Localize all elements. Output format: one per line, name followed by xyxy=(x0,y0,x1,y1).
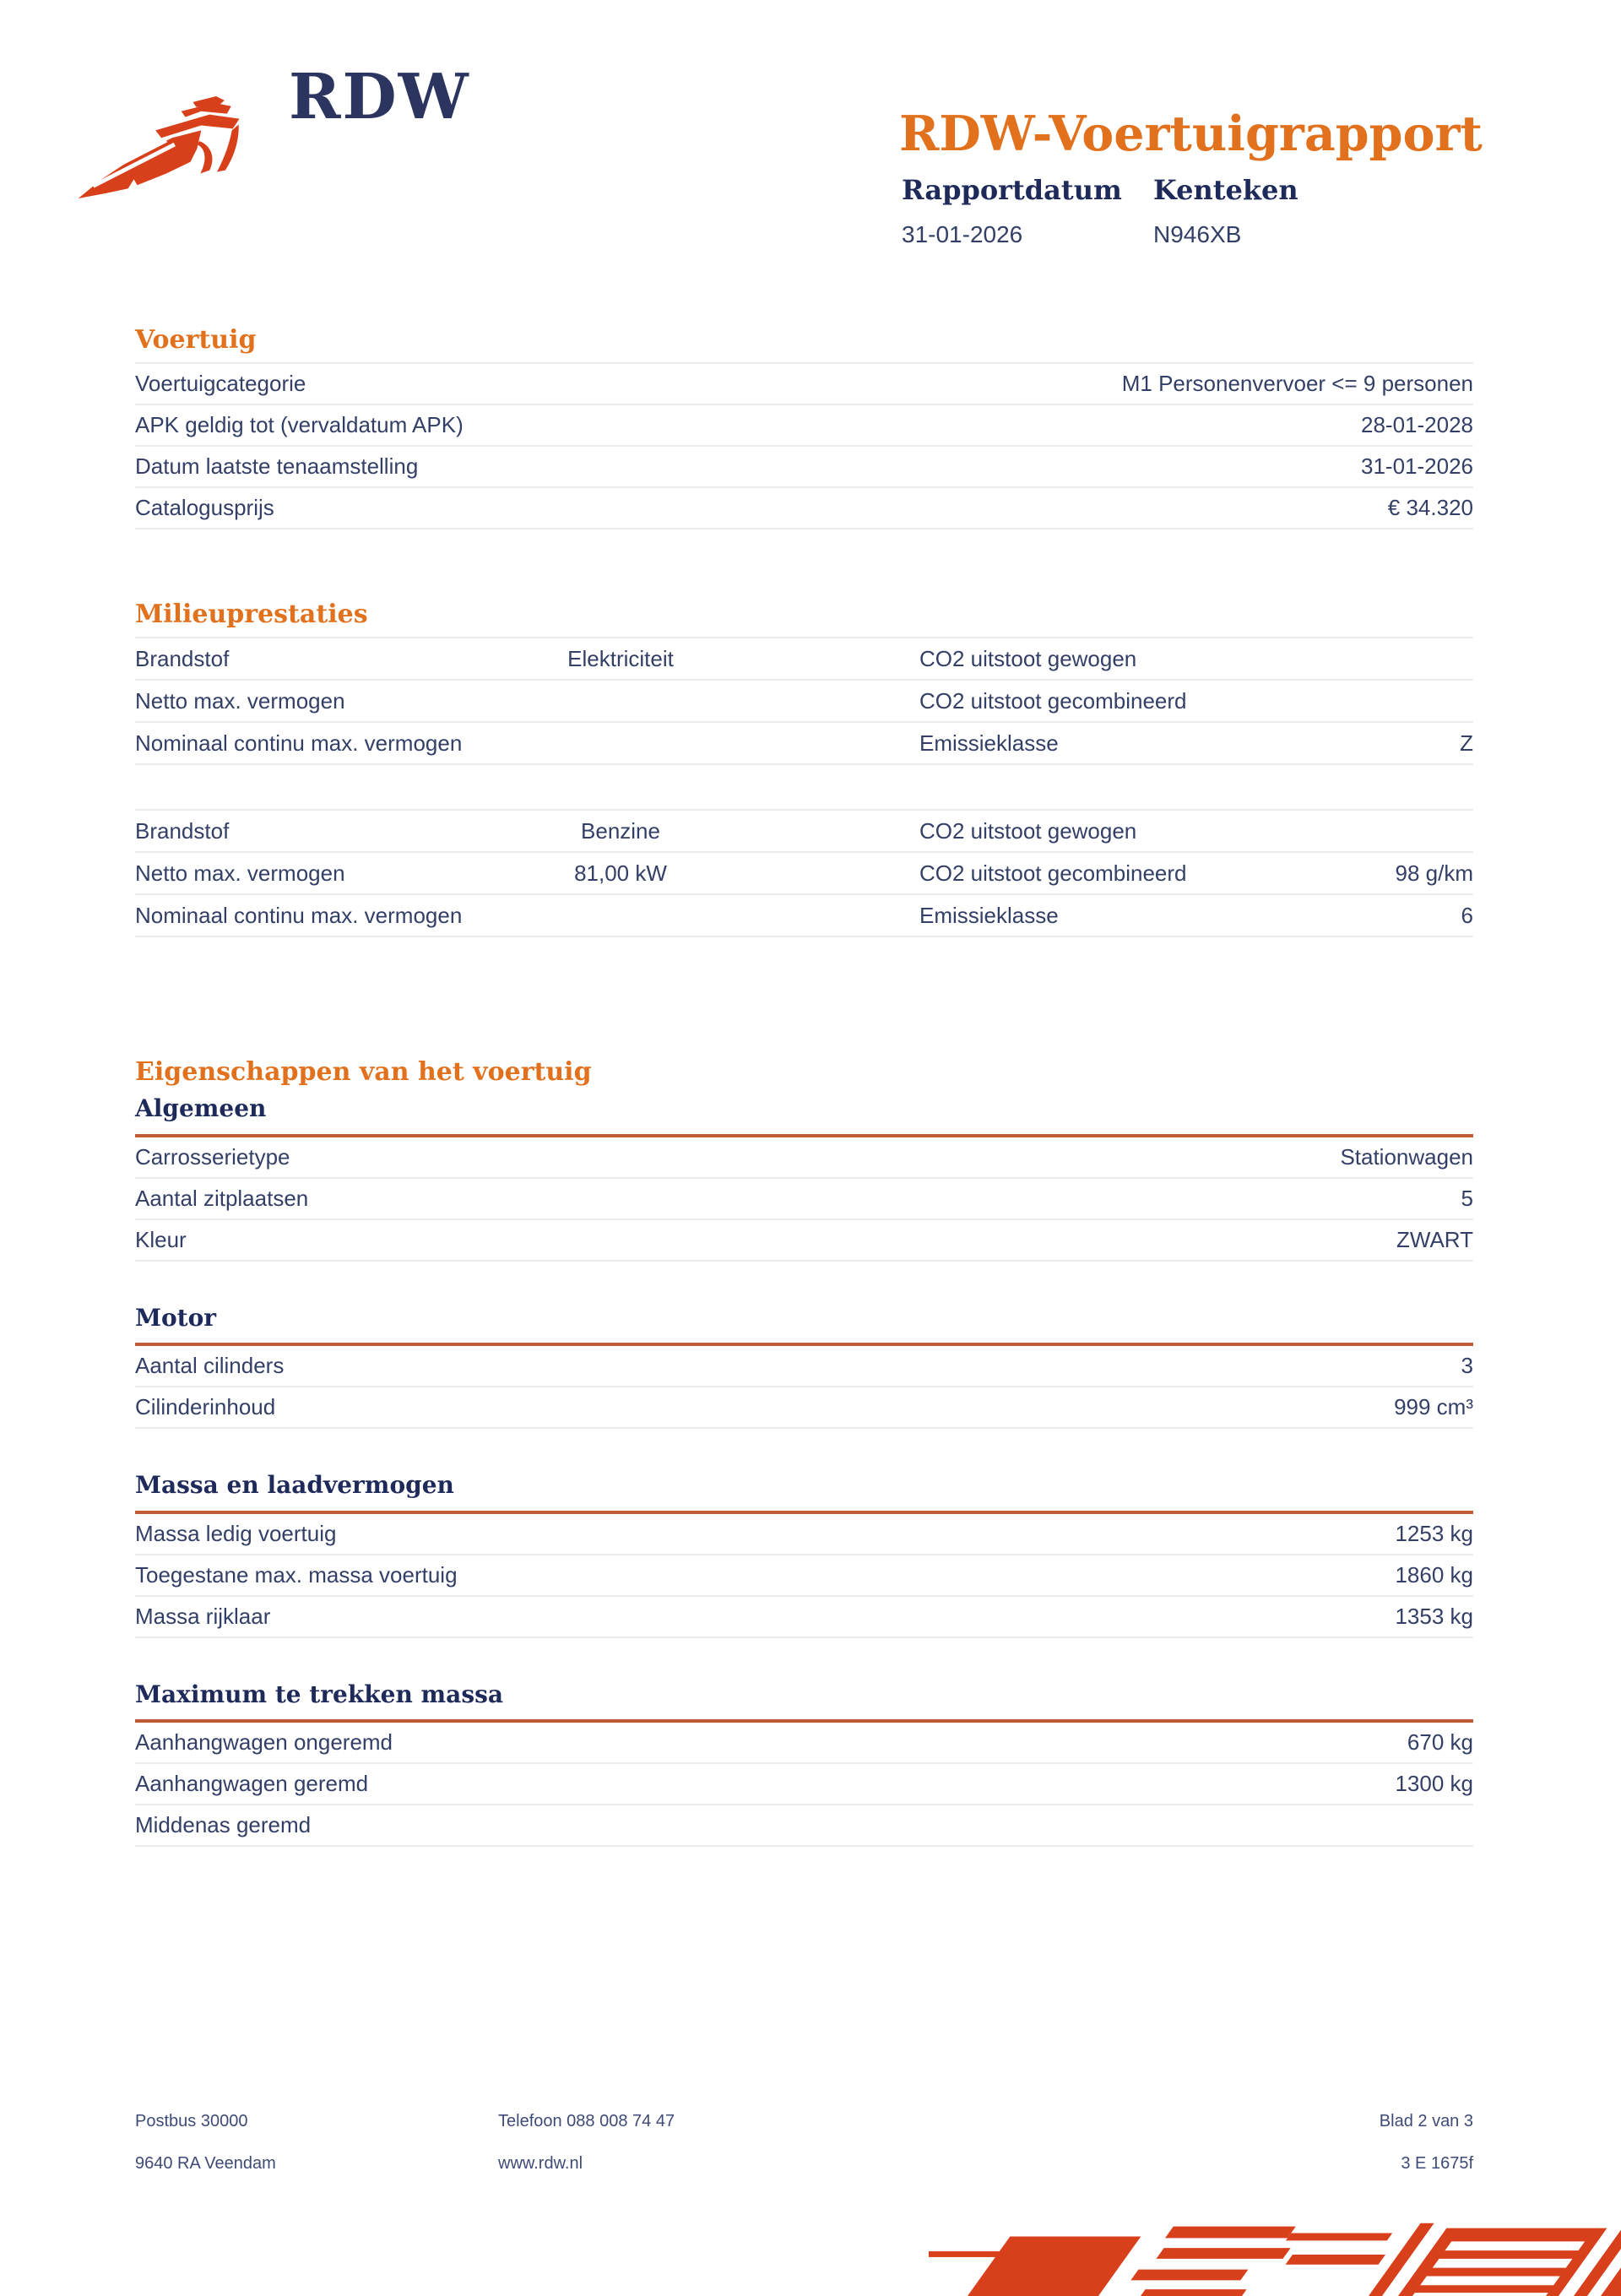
row-label: Carrosserietype xyxy=(135,1143,290,1170)
row-value: 1300 kg xyxy=(1395,1771,1473,1797)
row-label: Aanhangwagen geremd xyxy=(135,1771,369,1797)
subsection-algemeen xyxy=(135,1094,1473,1262)
row-value: 31-01-2026 xyxy=(1361,453,1473,479)
report-date-block xyxy=(902,174,1153,248)
row-label: Brandstof xyxy=(135,817,230,844)
table-row xyxy=(135,895,1473,937)
row-value: 3 xyxy=(1461,1353,1473,1379)
voertuig-table xyxy=(135,362,1473,529)
footer-page-indicator: Blad 2 van 3 xyxy=(1379,2112,1473,2130)
row-label: Massa ledig voertuig xyxy=(135,1520,337,1546)
row-label: Kleur xyxy=(135,1226,187,1252)
subsection-heading-massa: Massa en laadvermogen xyxy=(135,1471,1473,1514)
table-row xyxy=(135,1514,1473,1555)
report-date-value: 31-01-2026 xyxy=(902,221,1023,247)
table-row xyxy=(135,1179,1473,1220)
row-value: Benzine xyxy=(581,817,660,844)
row-label: APK geldig tot (vervaldatum APK) xyxy=(135,412,464,437)
row-label: Cilinderinhoud xyxy=(135,1394,276,1420)
massa-table xyxy=(135,1514,1473,1638)
row-label: Toegestane max. massa voertuig xyxy=(135,1561,458,1588)
row-value: 1253 kg xyxy=(1395,1520,1473,1546)
row-label: Aantal zitplaatsen xyxy=(135,1185,309,1211)
subsection-motor xyxy=(135,1304,1473,1430)
row-label: Massa rijklaar xyxy=(135,1603,271,1629)
row-label: Datum laatste tenaamstelling xyxy=(135,453,419,479)
row-label: CO2 uitstoot gewogen xyxy=(919,645,1137,671)
row-label: CO2 uitstoot gewogen xyxy=(919,817,1137,844)
footer-phone: Telefoon 088 008 74 47 xyxy=(498,2112,675,2130)
footer-address xyxy=(135,2111,276,2196)
table-row xyxy=(135,447,1473,488)
table-row xyxy=(135,637,1473,681)
table-row xyxy=(135,405,1473,447)
row-value: 6 xyxy=(1461,902,1473,928)
table-row xyxy=(135,1387,1473,1429)
row-label: CO2 uitstoot gecombineerd xyxy=(919,860,1187,886)
row-value: 98 g/km xyxy=(1395,860,1473,886)
table-row xyxy=(135,488,1473,529)
table-row xyxy=(135,1555,1473,1597)
row-value: € 34.320 xyxy=(1387,495,1473,520)
table-row xyxy=(135,1137,1473,1179)
milieu-table-elektriciteit xyxy=(135,637,1473,765)
table-row xyxy=(135,1723,1473,1764)
row-value: 1353 kg xyxy=(1395,1603,1473,1629)
section-heading-voertuig: Voertuig xyxy=(135,325,257,355)
motor-table xyxy=(135,1346,1473,1429)
table-row xyxy=(135,723,1473,765)
row-value: 670 kg xyxy=(1407,1729,1473,1756)
row-value: M1 Personenvervoer <= 9 personen xyxy=(1121,371,1473,396)
table-row xyxy=(135,853,1473,895)
row-label: Nominaal continu max. vermogen xyxy=(135,730,463,756)
subsection-heading-algemeen: Algemeen xyxy=(135,1094,1473,1137)
footer-page-info xyxy=(1380,2111,1473,2196)
section-milieuprestaties xyxy=(135,600,1473,937)
report-title: RDW-Voertuigrapport xyxy=(899,106,1483,163)
license-plate-value: N946XB xyxy=(1153,221,1242,247)
row-value: 5 xyxy=(1461,1185,1473,1211)
row-value: Z xyxy=(1460,730,1473,756)
license-plate-block xyxy=(1153,174,1405,248)
row-label: Netto max. vermogen xyxy=(135,687,345,714)
report-date-label: Rapportdatum xyxy=(902,174,1122,206)
speed-lines-graphic xyxy=(929,2213,1621,2296)
row-label: Catalogusprijs xyxy=(135,495,274,520)
section-voertuig xyxy=(135,325,1473,529)
subsection-trekken-massa xyxy=(135,1680,1473,1848)
row-label: Netto max. vermogen xyxy=(135,860,345,886)
row-value: ZWART xyxy=(1396,1226,1473,1252)
row-label: Aanhangwagen ongeremd xyxy=(135,1729,393,1756)
table-row xyxy=(135,681,1473,723)
row-value: 999 cm³ xyxy=(1394,1394,1473,1420)
subsection-massa xyxy=(135,1471,1473,1638)
table-row xyxy=(135,809,1473,853)
table-row xyxy=(135,1220,1473,1262)
table-row xyxy=(135,1597,1473,1638)
section-heading-milieuprestaties: Milieuprestaties xyxy=(135,600,368,629)
rdw-feather-logo-icon xyxy=(74,96,255,201)
report-meta xyxy=(902,174,1405,248)
row-value: 81,00 kW xyxy=(574,860,667,886)
footer-contact xyxy=(498,2111,675,2196)
row-label: Nominaal continu max. vermogen xyxy=(135,902,463,928)
table-row xyxy=(135,362,1473,405)
row-value: 1860 kg xyxy=(1395,1561,1473,1588)
row-label: CO2 uitstoot gecombineerd xyxy=(919,687,1187,714)
row-label: Middenas geremd xyxy=(135,1812,312,1838)
row-label: Aantal cilinders xyxy=(135,1353,285,1379)
footer-form-code: 3 E 1675f xyxy=(1401,2154,1473,2173)
subsection-heading-motor: Motor xyxy=(135,1304,1473,1347)
section-heading-eigenschappen: Eigenschappen van het voertuig xyxy=(135,1057,592,1087)
row-label: Emissieklasse xyxy=(919,902,1059,928)
algemeen-table xyxy=(135,1137,1473,1262)
table-row xyxy=(135,1805,1473,1847)
footer-postbus: Postbus 30000 xyxy=(135,2112,248,2130)
row-value: 28-01-2028 xyxy=(1361,412,1473,437)
row-value: Elektriciteit xyxy=(567,645,674,671)
subsection-heading-trekken-massa: Maximum te trekken massa xyxy=(135,1680,1473,1723)
footer-website-link[interactable]: www.rdw.nl xyxy=(498,2154,583,2173)
row-value: Stationwagen xyxy=(1340,1143,1473,1170)
license-plate-label: Kenteken xyxy=(1153,174,1298,206)
trekken-massa-table xyxy=(135,1723,1473,1847)
rdw-logo-text: RDW xyxy=(289,61,470,133)
milieu-table-benzine xyxy=(135,809,1473,937)
table-row xyxy=(135,1764,1473,1805)
table-row xyxy=(135,1346,1473,1387)
row-label: Emissieklasse xyxy=(919,730,1059,756)
section-eigenschappen xyxy=(135,1057,1473,1847)
row-label: Voertuigcategorie xyxy=(135,371,306,396)
footer-city: 9640 RA Veendam xyxy=(135,2154,276,2173)
row-label: Brandstof xyxy=(135,645,230,671)
